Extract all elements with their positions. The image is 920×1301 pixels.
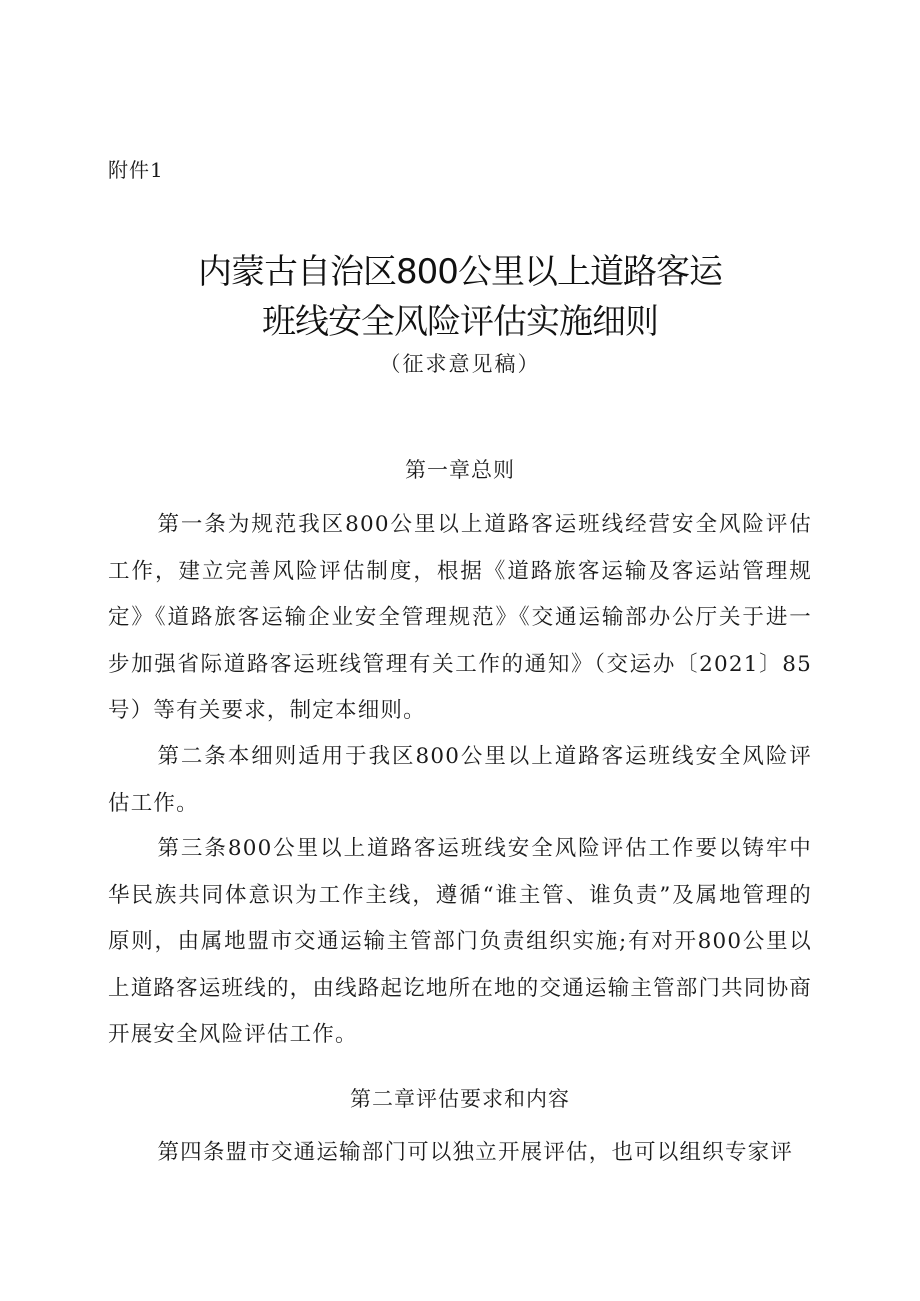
draft-subtitle: （征求意见稿）	[379, 352, 541, 376]
document-title-line-1: 内蒙古自治区800公里以上道路客运	[198, 252, 722, 292]
chapter-2-heading: 第二章评估要求和内容	[350, 1087, 570, 1111]
article-4: 第四条盟市交通运输部门可以独立开展评估，也可以组织专家评	[157, 1140, 794, 1165]
attachment-label: 附件1	[108, 158, 164, 182]
document-title-line-2: 班线安全风险评估实施细则	[262, 302, 658, 342]
chapter-1-heading: 第一章总则	[405, 458, 515, 482]
article-1: 第一条为规范我区800公里以上道路客运班线经营安全风险评估工作，建立完善风险评估制度，根据《道路旅客运输及客运站管理规定》《道路旅客运输企业安全管理规范》《交通运输部办公厅关于进一步加强省际道路客运班线管理有关工作的通知》（交运办〔2021〕85号）等有关要求，制定本细则。	[108, 512, 812, 723]
article-2: 第二条本细则适用于我区800公里以上道路客运班线安全风险评估工作。	[108, 744, 812, 816]
article-3: 第三条800公里以上道路客运班线安全风险评估工作要以铸牢中华民族共同体意识为工作主线，遵循“谁主管、谁负责”及属地管理的原则，由属地盟市交通运输主管部门负责组织实施;有对开800公里以上道路客运班线的，由线路起讫地所在地的交通运输主管部门共同协商开展安全风险评估工作。	[108, 836, 812, 1047]
